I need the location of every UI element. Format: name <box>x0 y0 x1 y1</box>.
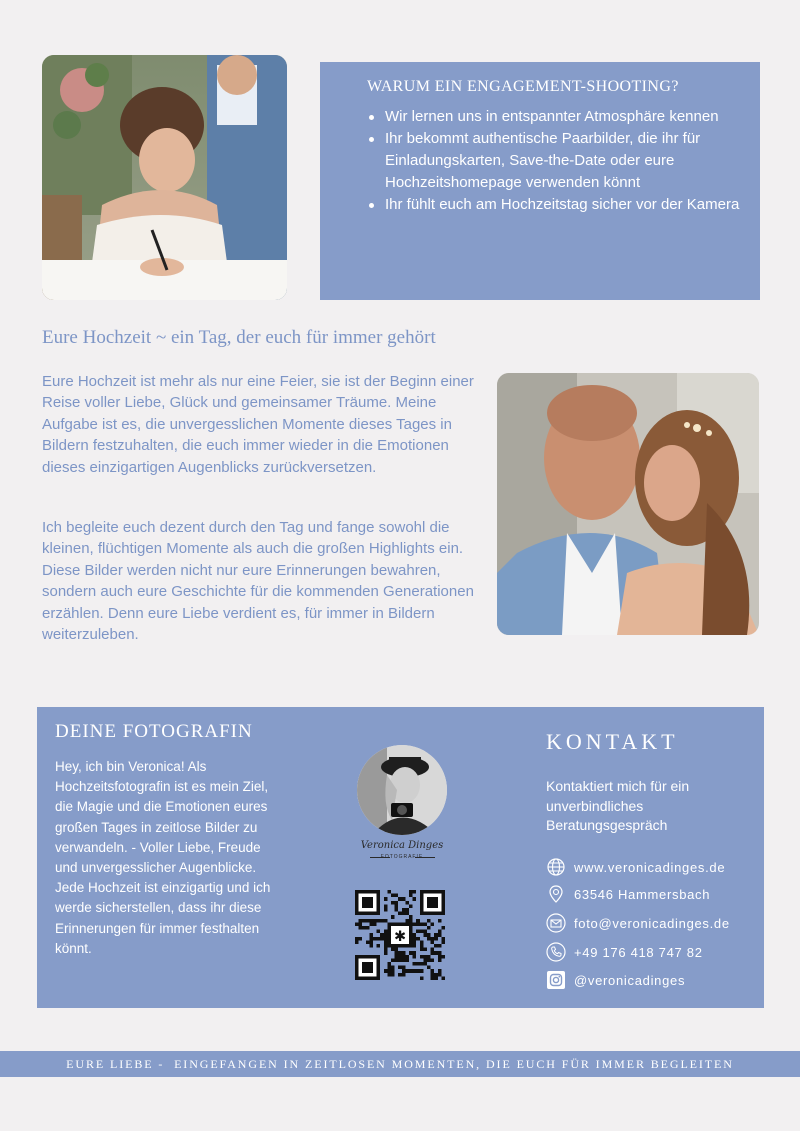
contact-phone[interactable] <box>545 941 703 963</box>
instagram-text: @veronicadinges <box>574 972 686 988</box>
phone-text: +49 176 418 747 82 <box>574 944 703 960</box>
logo-subtitle: FOTOGRAFIE <box>380 854 424 860</box>
photographer-bio: Hey, ich bin Veronica! Als Hochzeitsfotografin ist es mein Ziel, die Magie und die Emotionen eures großen Tages in zeitlose Bilder zu verwandeln. - Voller Liebe, Freude und unvergesslicher Augenblicke. Jede Hochzeit ist einzigartig und ich werde sicherstellen, dass ihr diese Erinnerungen für immer festhalten könnt. <box>55 759 271 956</box>
footer-text: EURE LIEBE - EINGEFANGEN IN ZEITLOSEN MOMENTEN, DIE EUCH FÜR IMMER BEGLEITEN <box>66 1056 734 1071</box>
contact-title: KONTAKT <box>546 729 679 754</box>
engagement-title: WARUM EIN ENGAGEMENT-SHOOTING? <box>367 78 679 95</box>
photographer-contact-box <box>37 707 764 1008</box>
photographer-title: DEINE FOTOGRAFIN <box>55 721 253 742</box>
contact-email[interactable] <box>545 912 730 934</box>
bride-signing-photo <box>42 55 287 300</box>
globe-icon <box>545 856 567 878</box>
location-pin-icon <box>545 883 567 905</box>
couple-photo <box>497 373 759 635</box>
contact-instagram[interactable] <box>545 969 685 991</box>
email-text: foto@veronicadinges.de <box>574 915 730 931</box>
second-paragraph: Ich begleite euch dezent durch den Tag und fange sowohl die kleinen, flüchtigen Momente als auch die großen Highlights ein. Diese Bilder werden nicht nur eure Erinnerungen bewahren, sondern auch eure Geschichte für die kommenden Generationen erzählen. Denn eure Liebe verdient es, für immer in Bildern weiterzuleben. <box>42 519 474 644</box>
footer-banner <box>0 1051 800 1077</box>
qr-code[interactable] <box>355 890 445 980</box>
contact-website[interactable] <box>545 856 725 878</box>
engagement-list <box>366 106 740 216</box>
website-text: www.veronicadinges.de <box>574 859 726 875</box>
phone-icon <box>545 941 567 963</box>
svg-text:✱: ✱ <box>393 929 407 946</box>
list-item: Ihr fühlt euch am Hochzeitstag sicher vor der Kamera <box>366 194 740 216</box>
logo-signature: Veronica Dinges <box>360 840 444 851</box>
mail-icon <box>545 912 567 934</box>
photographer-avatar <box>357 745 447 835</box>
instagram-icon <box>545 969 567 991</box>
address-text: 63546 Hammersbach <box>574 886 711 902</box>
contact-address <box>545 883 710 905</box>
intro-paragraph: Eure Hochzeit ist mehr als nur eine Feier, sie ist der Beginn einer Reise voller Liebe, Glück und gemeinsamer Träume. Meine Aufgabe ist es, die unvergesslichen Momente dieses Tages in Bildern festzuhalten, die euch immer wieder in die Emotionen dieses einzigartigen Augenblicks zurückversetzen. <box>42 373 474 476</box>
list-item: Wir lernen uns in entspannter Atmosphäre kennen <box>366 106 740 128</box>
contact-text: Kontaktiert mich für ein unverbindliches Beratungsgespräch <box>546 778 690 833</box>
section-title: Eure Hochzeit ~ ein Tag, der euch für immer gehört <box>42 327 436 348</box>
engagement-info-box <box>320 62 760 300</box>
list-item: Ihr bekommt authentische Paarbilder, die ihr für Einladungskarten, Save-the-Date oder eure Hochzeitshomepage verwenden könnt <box>366 128 740 194</box>
